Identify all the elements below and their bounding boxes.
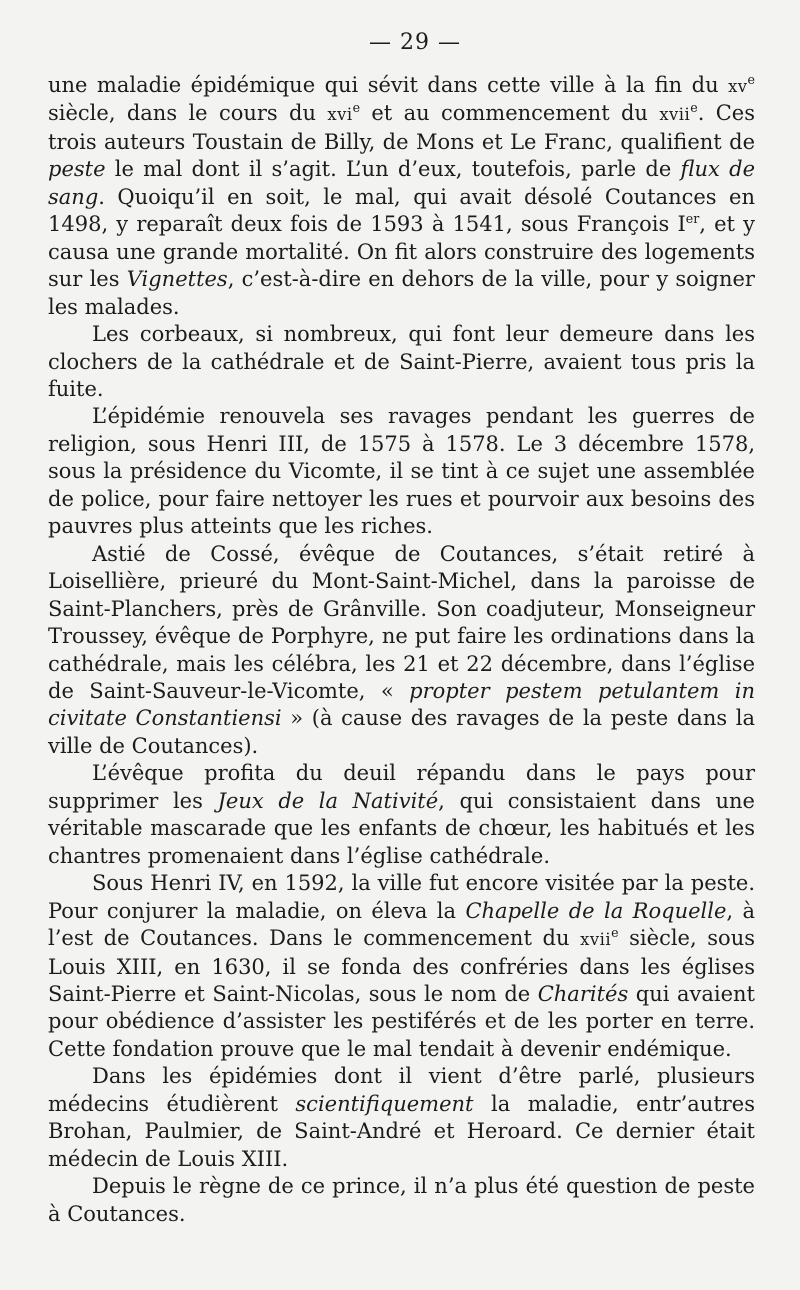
paragraph <box>48 403 755 540</box>
paragraph <box>48 541 755 761</box>
text-run: une maladie épidémique qui sévit dans cette ville à la fin du <box>48 73 729 97</box>
small-caps-text: xv <box>728 77 748 96</box>
text-run: qui avaient pour obédience d’assister les pestiférés et de les porter en terre. Cette fondation prouve que le mal tendait à devenir endémique. <box>48 981 755 1061</box>
italic-text: Charités <box>537 981 629 1006</box>
paragraph <box>48 870 755 1063</box>
text-run: . Quoiqu’il en soit, le mal, qui avait désolé Coutances en 1498, y reparaît deux fois de 1593 à 1541, sous François I <box>48 184 755 237</box>
text-run: , qui consistaient dans une véritable mascarade que les enfants de chœur, les habitués et les chantres promenaient dans l’église cathédrale. <box>48 788 755 868</box>
italic-text: Jeux de la Nativité <box>217 788 439 813</box>
text-run: et au commencement du <box>360 101 660 126</box>
text-run: Dans les épidémies dont il vient d’être parlé, plusieurs médecins étudièrent <box>48 1064 755 1116</box>
superscript: e <box>352 100 361 116</box>
italic-text: Chapelle de la Roquelle <box>465 898 727 923</box>
text-run: L’épidémie renouvela ses ravages pendant les guerres de religion, sous Henri III, de 1575 à 1578. Le 3 décembre 1578, sous la présidence du Vicomte, il se tint à ce sujet une assemblée de police, pour faire nettoyer les rues et pourvoir aux besoins des pauvres plus atteints que les riches. <box>48 404 755 539</box>
paragraph <box>48 72 755 321</box>
body-text <box>48 72 755 1228</box>
text-run: Depuis le règne de ce prince, il n’a plus été question de peste à Coutances. <box>48 1174 755 1226</box>
text-run: siècle, sous Louis XIII, en 1630, il se fonda des confréries dans les églises Saint-Pierre et Saint-Nicolas, sous le nom de <box>48 926 755 1006</box>
text-run: » (à cause des ravages de la peste dans la ville de Coutances). <box>48 706 755 758</box>
text-run: , c’est-à-dire en dehors de la ville, pour y soigner les malades. <box>48 267 755 319</box>
italic-text: peste <box>48 157 106 182</box>
paragraph <box>48 1173 755 1228</box>
superscript: er <box>685 211 700 227</box>
paragraph <box>48 321 755 403</box>
superscript: e <box>611 925 619 941</box>
text-run: siècle, dans le cours du <box>48 101 328 126</box>
paragraph <box>48 1063 755 1173</box>
superscript: e <box>690 100 698 116</box>
text-run: Astié de Cossé, évêque de Coutances, s’était retiré à Loisellière, prieuré du Mont-Saint-Michel, dans la paroisse de Saint-Planchers, près de Grânville. Son coadjuteur, Monseigneur Troussey, évêque de Porphyre, ne put faire les ordinations dans la cathédrale, mais les célébra, les 21 et 22 décembre, dans l’église de Saint-Sauveur-le-Vicomte, « <box>48 541 755 703</box>
text-run: , et y causa une grande mortalité. On fit alors construire des logements sur les <box>48 212 755 292</box>
italic-text: scientifiquement <box>295 1091 474 1116</box>
small-caps-text: xvii <box>659 105 691 125</box>
text-run: le mal dont il s’agit. L’un d’eux, toutefois, parle de <box>105 157 681 182</box>
small-caps-text: xvii <box>580 930 612 950</box>
text-run: L’évêque profita du deuil répandu dans le pays pour supprimer les <box>48 761 755 813</box>
small-caps-text: xvi <box>327 105 353 125</box>
italic-text: Vignettes <box>126 267 228 292</box>
text-run: Les corbeaux, si nombreux, qui font leur demeure dans les clochers de la cathédrale et de Saint-Pierre, avaient tous pris la fuite. <box>48 322 755 401</box>
italic-text: flux de sang <box>48 157 756 209</box>
paragraph <box>48 760 755 870</box>
superscript: e <box>747 72 755 87</box>
page-number: — 29 — <box>369 30 461 55</box>
text-run: . Ces trois auteurs Toustain de Billy, de Mons et Le Franc, qualifient de <box>48 101 755 154</box>
text-run: la maladie, entr’autres Brohan, Paulmier, de Saint-André et Heroard. Ce dernier était médecin de Louis XIII. <box>48 1091 755 1171</box>
text-run: Sous Henri IV, en 1592, la ville fut encore visitée par la peste. Pour conjurer la maladie, on éleva la <box>48 871 755 923</box>
italic-text: propter pestem petulantem in civitate Constantiensi <box>48 678 755 731</box>
text-run: , à l’est de Coutances. Dans le commencement du <box>48 898 756 951</box>
